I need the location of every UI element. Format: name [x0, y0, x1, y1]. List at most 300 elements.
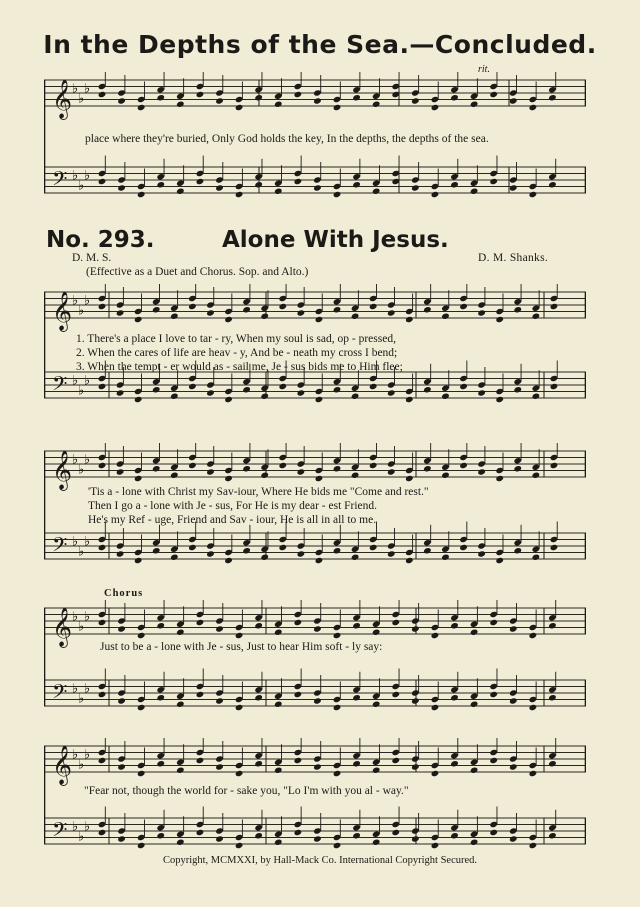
note-head	[369, 462, 378, 469]
note-head	[294, 757, 303, 764]
system-4	[44, 738, 586, 858]
note-head	[431, 191, 440, 198]
treble-clef-icon: 𝄞	[52, 607, 73, 647]
note-head	[156, 94, 165, 101]
note-head	[450, 694, 459, 701]
note-head	[278, 383, 287, 390]
hymn-title: Alone With Jesus.	[222, 227, 449, 253]
note-head	[431, 842, 440, 849]
note-head	[117, 97, 126, 104]
note-head	[387, 309, 396, 316]
note-head	[235, 842, 244, 849]
flat-icon: ♭	[78, 756, 85, 772]
note-head	[235, 191, 244, 198]
note-head	[431, 632, 440, 639]
note-head	[372, 101, 381, 108]
note-head	[513, 306, 522, 313]
note-head	[513, 547, 522, 554]
note-head	[117, 835, 126, 842]
note-head	[278, 544, 287, 551]
note-head	[513, 465, 522, 472]
note-head	[391, 691, 400, 698]
note-head	[116, 468, 125, 475]
note-head	[98, 462, 107, 469]
note-head	[134, 557, 143, 564]
system-3	[44, 600, 586, 720]
note-head	[235, 632, 244, 639]
flat-icon: ♭	[78, 302, 85, 318]
note-head	[509, 184, 518, 191]
note-head	[297, 309, 306, 316]
flat-icon: ♭	[84, 818, 91, 834]
note-head	[224, 475, 233, 482]
note-head	[188, 303, 197, 310]
note-head	[532, 554, 541, 561]
flat-icon: ♭	[72, 746, 79, 762]
note-head	[450, 622, 459, 629]
note-head	[372, 188, 381, 195]
flat-icon: ♭	[78, 382, 85, 398]
note-head	[137, 770, 146, 777]
verse1-line1: 1. There's a place I love to tar - ry, When my soul is sad, op - pressed,	[76, 333, 396, 345]
note-head	[532, 393, 541, 400]
note-head	[196, 829, 205, 836]
music-staves	[44, 600, 586, 720]
note-head	[405, 557, 414, 564]
note-head	[176, 767, 185, 774]
note-head	[294, 691, 303, 698]
note-head	[152, 306, 161, 313]
note-head	[441, 554, 450, 561]
note-head	[450, 760, 459, 767]
note-head	[411, 97, 420, 104]
note-head	[459, 462, 468, 469]
note-head	[489, 829, 498, 836]
note-head	[550, 303, 559, 310]
note-head	[405, 396, 414, 403]
note-head	[215, 97, 224, 104]
flat-icon: ♭	[78, 461, 85, 477]
note-head	[333, 547, 342, 554]
note-head	[116, 389, 125, 396]
note-head	[98, 619, 107, 626]
note-head	[423, 306, 432, 313]
note-head	[274, 701, 283, 708]
words-credit: D. M. S.	[72, 252, 112, 264]
note-head	[333, 842, 342, 849]
note-head	[411, 763, 420, 770]
note-head	[297, 389, 306, 396]
note-head	[431, 770, 440, 777]
note-head	[441, 472, 450, 479]
flat-icon: ♭	[78, 690, 85, 706]
note-head	[313, 763, 322, 770]
note-head	[489, 91, 498, 98]
note-head	[313, 97, 322, 104]
note-head	[176, 839, 185, 846]
note-head	[333, 386, 342, 393]
note-head	[313, 835, 322, 842]
note-head	[495, 396, 504, 403]
note-head	[548, 760, 557, 767]
note-head	[509, 625, 518, 632]
continuation-lyric: place where they're buried, Only God holds the key, In the depths, the depths of the sea.	[85, 133, 489, 145]
note-head	[391, 829, 400, 836]
note-head	[441, 393, 450, 400]
flat-icon: ♭	[72, 608, 79, 624]
note-head	[176, 629, 185, 636]
note-head	[351, 393, 360, 400]
note-head	[372, 629, 381, 636]
note-head	[352, 760, 361, 767]
note-head	[274, 188, 283, 195]
flat-icon: ♭	[72, 818, 79, 834]
note-head	[242, 386, 251, 393]
note-head	[215, 697, 224, 704]
note-head	[548, 181, 557, 188]
note-head	[411, 184, 420, 191]
flat-icon: ♭	[84, 372, 91, 388]
note-head	[352, 694, 361, 701]
note-head	[242, 547, 251, 554]
note-head	[242, 465, 251, 472]
note-head	[509, 763, 518, 770]
treble-clef-icon: 𝄞	[52, 79, 73, 119]
note-head	[489, 691, 498, 698]
note-head	[278, 462, 287, 469]
note-head	[206, 468, 215, 475]
note-head	[387, 468, 396, 475]
note-head	[156, 832, 165, 839]
note-head	[423, 547, 432, 554]
copyright-notice: Copyright, MCMXXI, by Hall-Mack Co. International Copyright Secured.	[162, 855, 478, 866]
note-head	[117, 184, 126, 191]
chorus-line2: "Fear not, though the world for - sake you, "Lo I'm with you al - way."	[84, 785, 409, 797]
system-0	[44, 72, 586, 222]
note-head	[450, 832, 459, 839]
note-head	[98, 91, 107, 98]
note-head	[352, 622, 361, 629]
note-head	[495, 557, 504, 564]
note-head	[235, 704, 244, 711]
note-head	[137, 191, 146, 198]
flat-icon: ♭	[84, 167, 91, 183]
flat-icon: ♭	[84, 451, 91, 467]
note-head	[98, 383, 107, 390]
note-head	[215, 763, 224, 770]
note-head	[176, 101, 185, 108]
bass-clef-icon: 𝄢	[52, 167, 68, 195]
flat-icon: ♭	[84, 80, 91, 96]
note-head	[550, 544, 559, 551]
note-head	[529, 632, 538, 639]
verse3-line2: He's my Ref - uge, Friend and Sav - iour, He is all in all to me.	[88, 514, 377, 526]
note-head	[98, 691, 107, 698]
note-head	[387, 550, 396, 557]
note-head	[450, 94, 459, 101]
flat-icon: ♭	[84, 292, 91, 308]
note-head	[313, 184, 322, 191]
note-head	[274, 629, 283, 636]
note-head	[315, 557, 324, 564]
rit-marking: rit.	[478, 64, 490, 75]
note-head	[98, 757, 107, 764]
note-head	[260, 393, 269, 400]
note-head	[548, 622, 557, 629]
note-head	[235, 770, 244, 777]
note-head	[294, 91, 303, 98]
note-head	[98, 178, 107, 185]
note-head	[548, 832, 557, 839]
note-head	[188, 462, 197, 469]
note-head	[405, 316, 414, 323]
note-head	[489, 178, 498, 185]
note-head	[117, 697, 126, 704]
note-head	[411, 835, 420, 842]
note-head	[98, 544, 107, 551]
note-head	[254, 622, 263, 629]
note-head	[196, 619, 205, 626]
note-head	[550, 462, 559, 469]
note-head	[274, 767, 283, 774]
verse2-line2: Then I go a - lone with Je - sus, For He is my dear - est Friend.	[88, 500, 378, 512]
hymn-number: No. 293.	[46, 227, 155, 253]
note-head	[224, 557, 233, 564]
bass-clef-icon: 𝄢	[52, 533, 68, 561]
note-head	[137, 704, 146, 711]
note-head	[333, 104, 342, 111]
continuation-title: In the Depths of the Sea.—Concluded.	[43, 30, 597, 59]
bass-clef-icon: 𝄢	[52, 818, 68, 846]
note-head	[352, 94, 361, 101]
note-head	[513, 386, 522, 393]
note-head	[134, 396, 143, 403]
note-head	[477, 309, 486, 316]
note-head	[477, 389, 486, 396]
note-head	[509, 835, 518, 842]
note-head	[196, 178, 205, 185]
note-head	[215, 625, 224, 632]
note-head	[294, 178, 303, 185]
note-head	[156, 181, 165, 188]
note-head	[351, 554, 360, 561]
note-head	[423, 465, 432, 472]
note-head	[176, 188, 185, 195]
note-head	[459, 303, 468, 310]
note-head	[495, 475, 504, 482]
note-head	[152, 465, 161, 472]
treble-clef-icon: 𝄞	[52, 450, 73, 490]
note-head	[470, 839, 479, 846]
music-staves	[44, 738, 586, 858]
note-head	[137, 842, 146, 849]
note-head	[333, 704, 342, 711]
note-head	[333, 770, 342, 777]
note-head	[372, 767, 381, 774]
music-staves	[44, 72, 586, 222]
note-head	[470, 767, 479, 774]
note-head	[170, 393, 179, 400]
note-head	[315, 475, 324, 482]
note-head	[315, 396, 324, 403]
flat-icon: ♭	[78, 828, 85, 844]
note-head	[215, 835, 224, 842]
note-head	[188, 544, 197, 551]
note-head	[170, 472, 179, 479]
note-head	[116, 309, 125, 316]
note-head	[333, 632, 342, 639]
verse2-line1: 2. When the cares of life are heav - y, And be - neath my cross I bend;	[76, 347, 398, 359]
note-head	[294, 619, 303, 626]
note-head	[274, 839, 283, 846]
note-head	[196, 757, 205, 764]
note-head	[170, 554, 179, 561]
note-head	[423, 386, 432, 393]
note-head	[297, 550, 306, 557]
flat-icon: ♭	[72, 292, 79, 308]
music-credit: D. M. Shanks.	[478, 252, 549, 264]
note-head	[351, 313, 360, 320]
note-head	[297, 468, 306, 475]
flat-icon: ♭	[72, 80, 79, 96]
note-head	[529, 842, 538, 849]
note-head	[477, 550, 486, 557]
note-head	[313, 697, 322, 704]
note-head	[196, 691, 205, 698]
note-head	[333, 191, 342, 198]
note-head	[260, 313, 269, 320]
note-head	[529, 104, 538, 111]
note-head	[152, 386, 161, 393]
note-head	[459, 544, 468, 551]
note-head	[489, 619, 498, 626]
note-head	[369, 383, 378, 390]
note-head	[372, 701, 381, 708]
note-head	[254, 760, 263, 767]
note-head	[548, 94, 557, 101]
note-head	[215, 184, 224, 191]
note-head	[391, 619, 400, 626]
note-head	[372, 839, 381, 846]
note-head	[459, 383, 468, 390]
note-head	[450, 181, 459, 188]
note-head	[470, 101, 479, 108]
note-head	[411, 625, 420, 632]
note-head	[405, 475, 414, 482]
note-head	[369, 303, 378, 310]
flat-icon: ♭	[84, 533, 91, 549]
note-head	[532, 313, 541, 320]
note-head	[550, 383, 559, 390]
note-head	[98, 303, 107, 310]
flat-icon: ♭	[78, 90, 85, 106]
note-head	[196, 91, 205, 98]
note-head	[352, 181, 361, 188]
note-head	[117, 625, 126, 632]
note-head	[206, 309, 215, 316]
note-head	[156, 694, 165, 701]
note-head	[333, 306, 342, 313]
note-head	[254, 832, 263, 839]
note-head	[352, 832, 361, 839]
note-head	[477, 468, 486, 475]
flat-icon: ♭	[78, 177, 85, 193]
note-head	[134, 475, 143, 482]
bass-clef-icon: 𝄢	[52, 372, 68, 400]
note-head	[224, 316, 233, 323]
note-head	[495, 316, 504, 323]
chorus-line1: Just to be a - lone with Je - sus, Just to hear Him soft - ly say:	[100, 641, 383, 653]
note-head	[117, 763, 126, 770]
note-head	[529, 704, 538, 711]
chorus-label: Chorus	[104, 588, 144, 599]
note-head	[254, 694, 263, 701]
flat-icon: ♭	[72, 533, 79, 549]
flat-icon: ♭	[72, 451, 79, 467]
note-head	[156, 760, 165, 767]
note-head	[152, 547, 161, 554]
flat-icon: ♭	[72, 372, 79, 388]
note-head	[274, 101, 283, 108]
note-head	[116, 550, 125, 557]
flat-icon: ♭	[78, 618, 85, 634]
note-head	[224, 396, 233, 403]
note-head	[411, 697, 420, 704]
note-head	[431, 704, 440, 711]
note-head	[260, 472, 269, 479]
note-head	[235, 104, 244, 111]
note-head	[489, 757, 498, 764]
note-head	[313, 625, 322, 632]
flat-icon: ♭	[84, 746, 91, 762]
flat-icon: ♭	[72, 680, 79, 696]
flat-icon: ♭	[84, 680, 91, 696]
flat-icon: ♭	[84, 608, 91, 624]
note-head	[387, 389, 396, 396]
note-head	[188, 383, 197, 390]
note-head	[431, 104, 440, 111]
bass-clef-icon: 𝄢	[52, 680, 68, 708]
note-head	[170, 313, 179, 320]
note-head	[315, 316, 324, 323]
note-head	[206, 389, 215, 396]
note-head	[391, 757, 400, 764]
note-head	[529, 770, 538, 777]
note-head	[137, 632, 146, 639]
performance-note: (Effective as a Duet and Chorus. Sop. and Alto.)	[86, 266, 309, 278]
note-head	[134, 316, 143, 323]
note-head	[509, 697, 518, 704]
note-head	[137, 104, 146, 111]
note-head	[260, 554, 269, 561]
flat-icon: ♭	[78, 543, 85, 559]
verse1-line2: 'Tis a - lone with Christ my Sav-iour, Where He bids me "Come and rest."	[88, 486, 429, 498]
note-head	[470, 629, 479, 636]
note-head	[351, 472, 360, 479]
note-head	[333, 465, 342, 472]
note-head	[532, 472, 541, 479]
note-head	[470, 188, 479, 195]
note-head	[548, 694, 557, 701]
flat-icon: ♭	[72, 167, 79, 183]
note-head	[242, 306, 251, 313]
note-head	[156, 622, 165, 629]
note-head	[278, 303, 287, 310]
note-head	[509, 97, 518, 104]
note-head	[369, 544, 378, 551]
treble-clef-icon: 𝄞	[52, 745, 73, 785]
verse3-line1: 3. When the tempt - er would as - sail me, Je - sus bids me to Him flee;	[76, 361, 403, 373]
